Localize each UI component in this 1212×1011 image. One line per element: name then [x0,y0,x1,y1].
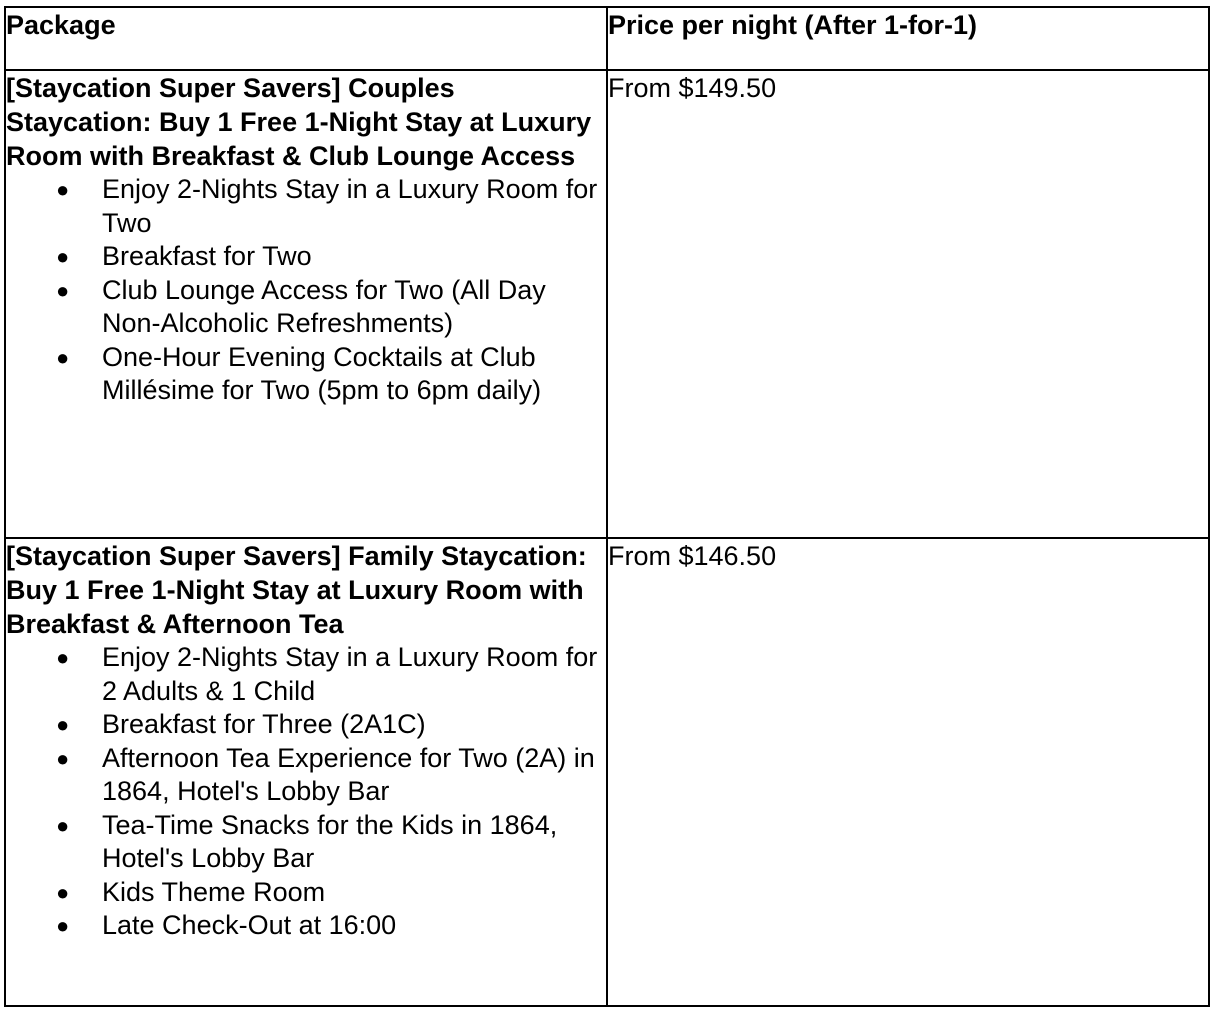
price-cell: From $146.50 [607,538,1209,1006]
header-package: Package [5,7,607,70]
list-item-text: Afternoon Tea Experience for Two (2A) in 1864, Hotel's Lobby Bar [102,742,595,806]
list-item [56,641,606,708]
list-item-text: Breakfast for Two [102,241,312,271]
list-item [56,274,606,341]
package-cell [5,538,607,1006]
bullet-icon: ● [56,344,70,370]
list-item-text: Breakfast for Three (2A1C) [102,709,426,739]
package-inclusions-list [6,641,606,943]
bullet-icon: ● [56,745,70,771]
bullet-icon: ● [56,712,70,737]
package-table [4,6,1210,1007]
header-price: Price per night (After 1-for-1) [607,7,1209,70]
list-item [56,240,606,274]
list-item-text: One-Hour Evening Cocktails at Club Millésime for Two (5pm to 6pm daily) [102,341,542,405]
bullet-icon: ● [56,645,70,670]
table-row [5,70,1209,538]
bullet-icon: ● [56,244,70,269]
bullet-icon: ● [56,879,70,905]
list-item [56,708,606,742]
list-item [56,809,606,876]
list-item-text: Late Check-Out at 16:00 [102,910,397,940]
bullet-icon: ● [56,913,70,938]
package-title: [Staycation Super Savers] Couples Staycation: Buy 1 Free 1-Night Stay at Luxury Room with Breakfast & Club Lounge Access [6,73,592,171]
list-item-text: Tea-Time Snacks for the Kids in 1864, Hotel's Lobby Bar [102,809,558,873]
list-item [56,341,606,408]
list-item-text: Enjoy 2-Nights Stay in a Luxury Room for Two [102,174,598,238]
bullet-icon: ● [56,812,70,838]
bullet-icon: ● [56,277,70,303]
list-item [56,909,606,943]
list-item [56,742,606,809]
header-row [5,7,1209,70]
package-cell [5,70,607,538]
package-title: [Staycation Super Savers] Family Staycation: Buy 1 Free 1-Night Stay at Luxury Room with Breakfast & Afternoon Tea [6,541,587,639]
list-item [56,876,606,910]
bullet-icon: ● [56,177,70,202]
list-item-text: Club Lounge Access for Two (All Day Non-Alcoholic Refreshments) [102,274,546,338]
list-item-text: Kids Theme Room [102,876,326,907]
list-item-text: Enjoy 2-Nights Stay in a Luxury Room for 2 Adults & 1 Child [102,642,598,706]
price-cell: From $149.50 [607,70,1209,538]
table-row [5,538,1209,1006]
list-item [56,173,606,240]
package-inclusions-list [6,173,606,408]
